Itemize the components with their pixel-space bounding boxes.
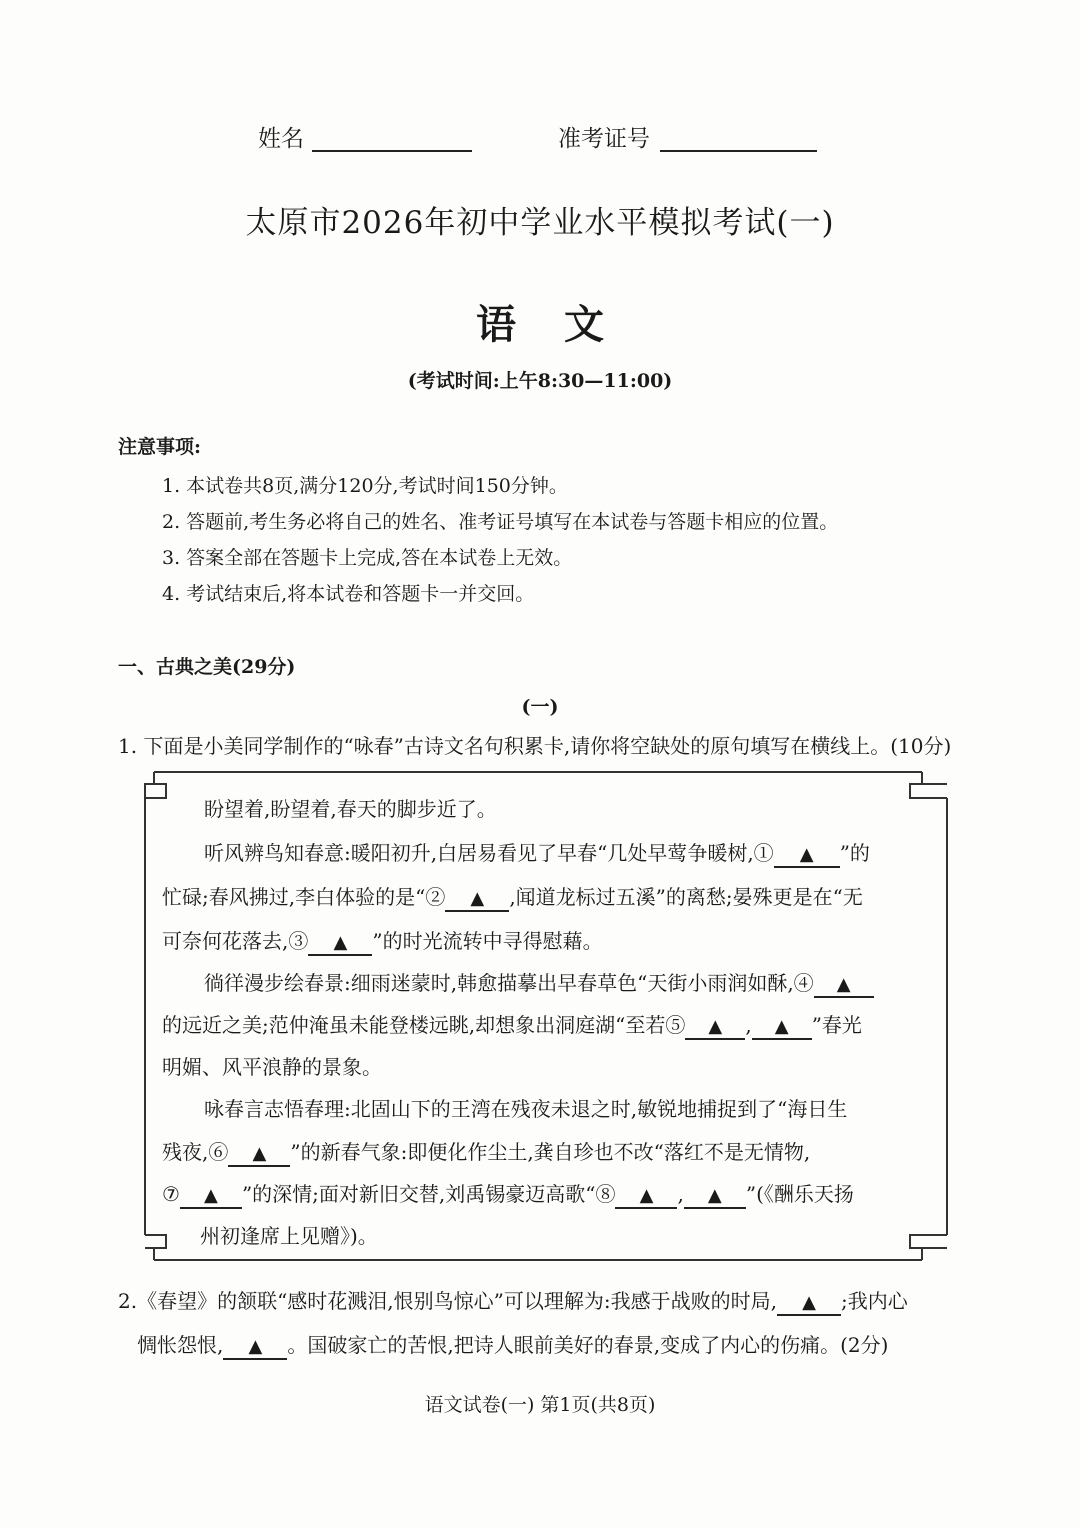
q2-text: ;我内心 xyxy=(840,1289,908,1313)
card-text: ”的 xyxy=(839,841,870,865)
answer-blank[interactable]: ▲ xyxy=(814,974,874,998)
card-line xyxy=(204,837,870,868)
answer-blank[interactable]: ▲ xyxy=(615,1185,677,1209)
notice-item: 2. 答题前,考生务必将自己的姓名、准考证号填写在本试卷与答题卡相应的位置。 xyxy=(162,511,839,533)
card-line: 咏春言志悟春理:北固山下的王湾在残夜未退之时,敏锐地捕捉到了“海日生 xyxy=(204,1097,848,1121)
answer-blank[interactable]: ▲ xyxy=(685,1016,745,1040)
card-line xyxy=(162,925,603,956)
page-footer: 语文试卷(一) 第1页(共8页) xyxy=(424,1394,656,1416)
answer-blank[interactable]: ▲ xyxy=(228,1143,290,1167)
answer-blank[interactable]: ▲ xyxy=(684,1185,746,1209)
notice-item: 3. 答案全部在答题卡上完成,答在本试卷上无效。 xyxy=(162,547,573,569)
exam-title: 太原市2026年初中学业水平模拟考试(一) xyxy=(245,205,835,241)
card-intro: 盼望着,盼望着,春天的脚步近了。 xyxy=(204,797,497,821)
card-line xyxy=(162,881,863,912)
answer-blank[interactable]: ▲ xyxy=(752,1016,812,1040)
answer-blank[interactable]: ▲ xyxy=(445,888,509,912)
name-input-line[interactable] xyxy=(312,124,472,152)
subject-title: 语文 xyxy=(476,301,652,348)
q2-text: 2.《春望》的颔联“感时花溅泪,恨别鸟惊心”可以理解为:我感于战败的时局, xyxy=(118,1289,777,1313)
exam-time: (考试时间:上午8:30—11:00) xyxy=(407,370,673,392)
card-text: , xyxy=(677,1182,684,1206)
notice-item: 1. 本试卷共8页,满分120分,考试时间150分钟。 xyxy=(162,475,568,497)
question-2-line xyxy=(118,1285,908,1316)
q2-text: 惆怅怨恨, xyxy=(137,1333,224,1357)
notice-title: 注意事项: xyxy=(118,436,202,458)
card-text: 的远近之美;范仲淹虽未能登楼远眺,却想象出洞庭湖“至若⑤ xyxy=(162,1013,686,1037)
card-text: ”春光 xyxy=(811,1013,862,1037)
card-text: 残夜,⑥ xyxy=(162,1140,229,1164)
card-text: ,闻道龙标过五溪”的离愁;晏殊更是在“无 xyxy=(509,885,863,909)
name-label: 姓名 xyxy=(258,126,304,152)
card-text: ”(《酬乐天扬 xyxy=(745,1182,854,1206)
card-line xyxy=(204,967,874,998)
exam-id-label: 准考证号 xyxy=(558,126,650,152)
card-text: 可奈何花落去,③ xyxy=(162,929,309,953)
card-text: ”的时光流转中寻得慰藉。 xyxy=(372,929,603,953)
question-1-prompt: 1. 下面是小美同学制作的“咏春”古诗文名句积累卡,请你将空缺处的原句填写在横线上。(10分) xyxy=(118,734,952,758)
notice-item: 4. 考试结束后,将本试卷和答题卡一并交回。 xyxy=(162,583,535,605)
card-text: ⑦ xyxy=(162,1182,180,1206)
card-line: 州初逢席上见赠》)。 xyxy=(200,1224,378,1248)
exam-id-input-line[interactable] xyxy=(660,124,817,152)
card-line xyxy=(162,1178,854,1209)
card-text: 忙碌;春风拂过,李白体验的是“② xyxy=(162,885,446,909)
answer-blank[interactable]: ▲ xyxy=(308,932,372,956)
card-text: ”的新春气象:即便化作尘土,龚自珍也不改“落红不是无情物, xyxy=(290,1140,811,1164)
card-text: 听风辨鸟知春意:暖阳初升,白居易看见了早春“几处早莺争暖树,① xyxy=(204,841,774,865)
q2-text: 。国破家亡的苦恨,把诗人眼前美好的春景,变成了内心的伤痛。(2分) xyxy=(287,1333,889,1357)
card-text: ”的深情;面对新旧交替,刘禹锡豪迈高歌“⑧ xyxy=(241,1182,616,1206)
question-2-line xyxy=(137,1329,888,1360)
answer-blank[interactable]: ▲ xyxy=(774,844,840,868)
card-text: , xyxy=(745,1013,752,1037)
answer-blank[interactable]: ▲ xyxy=(180,1185,242,1209)
card-line xyxy=(162,1136,810,1167)
card-line xyxy=(162,1009,862,1040)
section-heading: 一、古典之美(29分) xyxy=(118,656,296,678)
part-label: (一) xyxy=(521,696,559,718)
answer-blank[interactable]: ▲ xyxy=(223,1336,287,1360)
card-line: 明媚、风平浪静的景象。 xyxy=(162,1055,382,1079)
card-text: 徜徉漫步绘春景:细雨迷蒙时,韩愈描摹出早春草色“天街小雨润如酥,④ xyxy=(204,971,814,995)
answer-blank[interactable]: ▲ xyxy=(777,1292,841,1316)
